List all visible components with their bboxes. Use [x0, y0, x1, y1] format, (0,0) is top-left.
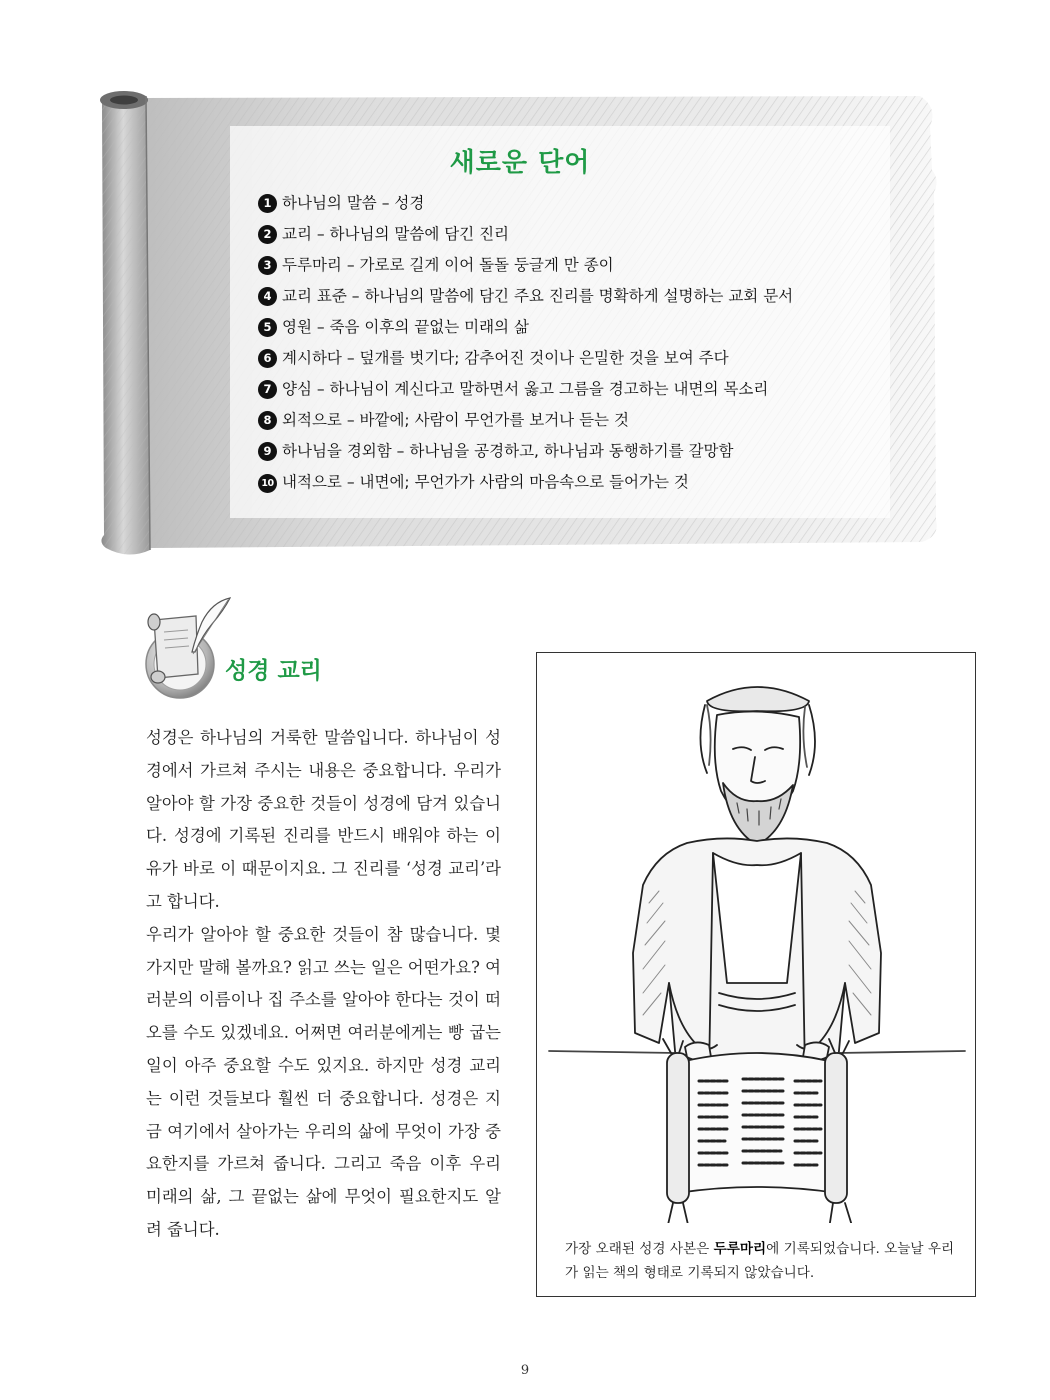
number-badge: 1 [258, 194, 277, 213]
caption-text: 에 기록되었습니다. 오늘날 우리가 읽는 책의 형태로 기록되지 않았습니다. [565, 1241, 955, 1281]
number-badge: 6 [258, 349, 277, 368]
caption-bold-term: 두루마리 [713, 1241, 767, 1257]
vocabulary-item [258, 312, 793, 343]
vocabulary-text: 계시하다 – 덮개를 벗기다; 감추어진 것이나 은밀한 것을 보여 주다 [282, 349, 729, 367]
vocabulary-title: 새로운 단어 [449, 148, 591, 178]
number-badge: 3 [258, 256, 277, 275]
number-badge: 2 [258, 225, 277, 244]
vocabulary-item [258, 188, 793, 219]
vocabulary-list [258, 188, 793, 498]
vocabulary-text: 두루마리 – 가로로 길게 이어 돌돌 둥글게 만 종이 [282, 256, 614, 274]
vocabulary-item [258, 467, 793, 498]
vocabulary-item [258, 374, 793, 405]
number-badge: 4 [258, 287, 277, 306]
body-paragraph: 성경은 하나님의 거룩한 말씀입니다. 하나님이 성경에서 가르쳐 주시는 내용은 중요합니다. 우리가 알아야 할 가장 중요한 것들이 성경에 담겨 있습니다. 성경에 기록된 진리를 반드시 배워야 하는 이유가 바로 이 때문이지요. 그 진리를 ‘성경 교리’라고 합니다. [146, 728, 501, 911]
number-badge: 7 [258, 380, 277, 399]
vocabulary-text: 하나님을 경외함 – 하나님을 공경하고, 하나님과 동행하기를 갈망함 [282, 442, 734, 460]
vocabulary-text: 하나님의 말씀 – 성경 [282, 194, 425, 212]
illustration-caption [565, 1237, 955, 1285]
vocabulary-text: 외적으로 – 바깥에; 사람이 무언가를 보거나 듣는 것 [282, 411, 629, 429]
vocabulary-text: 교리 표준 – 하나님의 말씀에 담긴 주요 진리를 명확하게 설명하는 교회 문서 [282, 287, 794, 305]
vocabulary-item [258, 436, 793, 467]
number-badge: 5 [258, 318, 277, 337]
caption-text: 가장 오래된 성경 사본은 [565, 1241, 714, 1257]
number-badge: 8 [258, 411, 277, 430]
vocabulary-text: 영원 – 죽음 이후의 끝없는 미래의 삶 [282, 318, 529, 336]
number-badge: 10 [258, 474, 277, 493]
vocabulary-text: 양심 – 하나님이 계신다고 말하면서 옳고 그름을 경고하는 내면의 목소리 [282, 380, 769, 398]
body-paragraph: 우리가 알아야 할 중요한 것들이 참 많습니다. 몇 가지만 말해 볼까요? 읽고 쓰는 일은 어떤가요? 여러분의 이름이나 집 주소를 알아야 한다는 것이 떠오를 수도 있겠네요. 어쩌면 여러분에게는 빵 굽는 일이 아주 중요할 수도 있지요. 하지만 성경 교리는 이런 것들보다 훨씬 더 중요합니다. 성경은 지금 여기에서 살아가는 우리의 삶에 무엇이 가장 중요한지를 가르쳐 줍니다. 그리고 죽음 이후 우리 미래의 삶, 그 끝없는 삶에 무엇이 필요한지도 알려 줍니다. [146, 924, 501, 1239]
vocabulary-item [258, 405, 793, 436]
vocabulary-scroll-banner [80, 80, 960, 560]
vocabulary-text: 교리 – 하나님의 말씀에 담긴 진리 [282, 225, 510, 243]
vocabulary-item [258, 219, 793, 250]
section-title: 성경 교리 [225, 658, 322, 684]
body-text [146, 722, 501, 1247]
scroll-quill-icon [132, 592, 232, 702]
illustration-box [536, 652, 976, 1297]
number-badge: 9 [258, 442, 277, 461]
vocabulary-item [258, 343, 793, 374]
vocabulary-item [258, 281, 793, 312]
page-number: 9 [520, 1363, 530, 1378]
vocabulary-item [258, 250, 793, 281]
man-reading-scroll-illustration [537, 653, 977, 1223]
vocabulary-text: 내적으로 – 내면에; 무언가가 사람의 마음속으로 들어가는 것 [282, 473, 689, 491]
